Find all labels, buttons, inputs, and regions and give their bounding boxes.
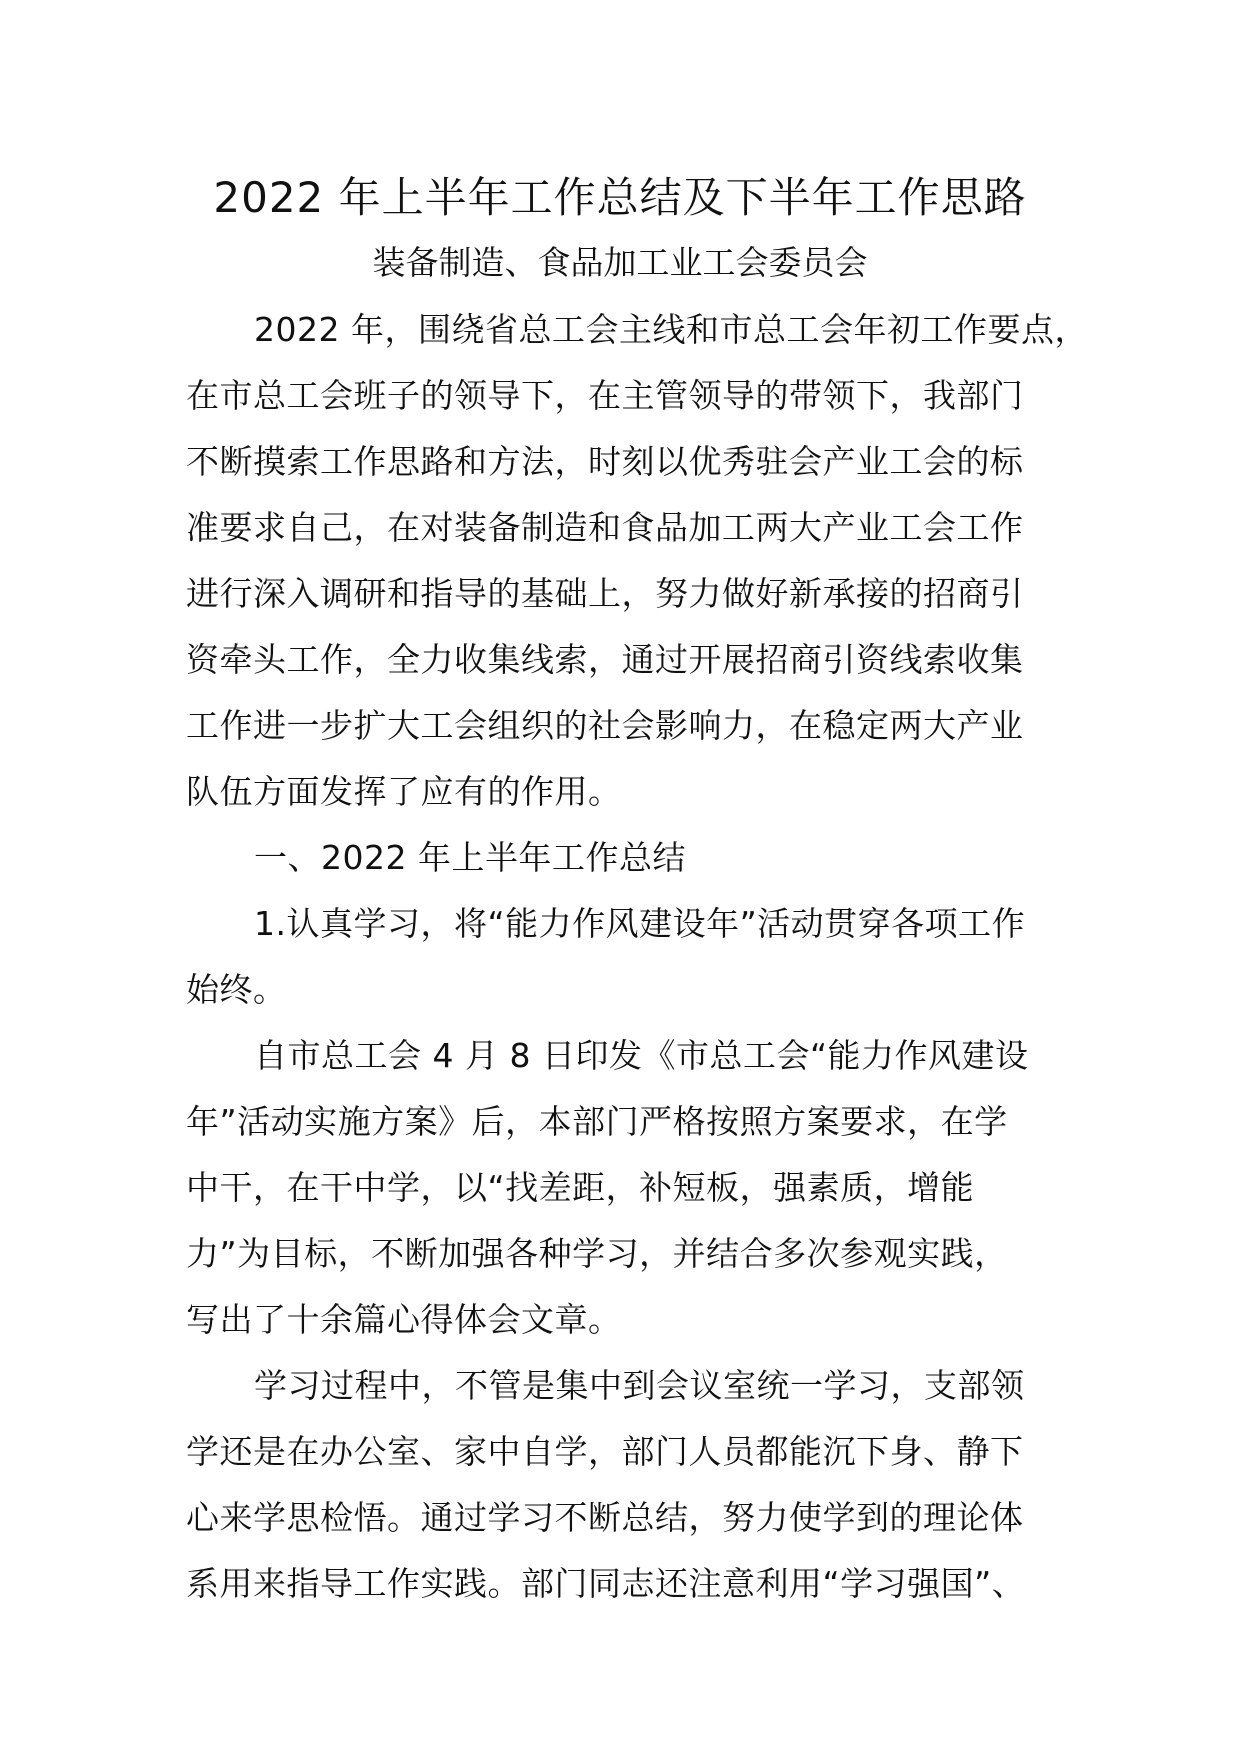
- paragraph-line: 中干，在干中学，以“找差距，补短板，强素质，增能: [186, 1168, 975, 1207]
- document-subtitle: 装备制造、食品加工业工会委员会: [372, 243, 868, 282]
- paragraph-line: 学还是在办公室、家中自学，部门人员都能沉下身、静下: [186, 1432, 1024, 1471]
- paragraph-line: 自市总工会 4 月 8 日印发《市总工会“能力作风建设: [254, 1036, 1029, 1075]
- section-heading: 一、2022 年上半年工作总结: [254, 838, 686, 877]
- paragraph-line: 工作进一步扩大工会组织的社会影响力，在稳定两大产业: [186, 706, 1024, 745]
- paragraph-line: 力”为目标，不断加强各种学习，并结合多次参观实践，: [186, 1234, 1008, 1273]
- paragraph-line: 准要求自己，在对装备制造和食品加工两大产业工会工作: [186, 508, 1024, 547]
- paragraph-line: 年”活动实施方案》后，本部门严格按照方案要求，在学: [186, 1102, 1008, 1141]
- paragraph-line: 不断摸索工作思路和方法，时刻以优秀驻会产业工会的标: [186, 442, 1024, 481]
- paragraph-line: 心来学思检悟。通过学习不断总结，努力使学到的理论体: [186, 1498, 1024, 1537]
- paragraph-line: 队伍方面发挥了应有的作用。: [186, 772, 622, 811]
- subsection-heading-continued: 始终。: [186, 970, 287, 1009]
- subsection-heading: 1.认真学习，将“能力作风建设年”活动贯穿各项工作: [254, 904, 1026, 943]
- paragraph-line: 资牵头工作，全力收集线索，通过开展招商引资线索收集: [186, 640, 1024, 679]
- paragraph-line: 进行深入调研和指导的基础上，努力做好新承接的招商引: [186, 574, 1024, 613]
- paragraph-line: 学习过程中，不管是集中到会议室统一学习，支部领: [254, 1366, 1025, 1405]
- document-body: [186, 297, 1088, 1617]
- paragraph-line: 2022 年，围绕省总工会主线和市总工会年初工作要点，: [254, 310, 1088, 349]
- paragraph-line: 写出了十余篇心得体会文章。: [186, 1300, 622, 1339]
- document-title: 2022 年上半年工作总结及下半年工作思路: [213, 173, 1027, 222]
- paragraph-line: 在市总工会班子的领导下，在主管领导的带领下，我部门: [186, 376, 1024, 415]
- paragraph-line: 系用来指导工作实践。部门同志还注意利用“学习强国”、: [186, 1564, 1026, 1603]
